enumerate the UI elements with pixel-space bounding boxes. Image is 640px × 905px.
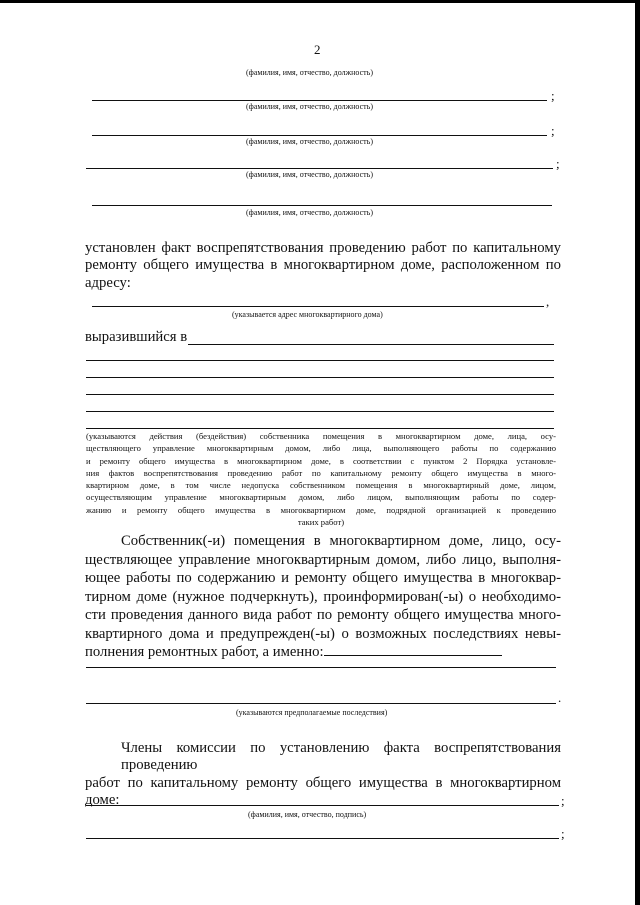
caption-fio-position: (фамилия, имя, отчество, должность) [246,102,373,111]
text-line-content: полнения ремонтных работ, а именно: [85,644,324,660]
note-line: жанию и ремонту общего имущества в многоквартирном доме, подрядной организацией к проведению [86,504,556,515]
semicolon: ; [551,88,555,103]
fill-line [92,100,547,101]
caption-fio-position: (фамилия, имя, отчество, должность) [246,137,373,146]
page-number: 2 [314,42,321,57]
fill-line [86,394,554,395]
signature-fill-line [86,805,559,806]
note-line: ществляющего управление многоквартирным домом, либо лица, выполняющего работы по содержанию [86,443,556,454]
members-paragraph [85,740,561,810]
scan-top-edge [0,0,640,6]
comma: , [546,294,550,309]
fill-line [86,411,554,412]
fill-line [92,135,547,136]
text-line: установлен факт воспрепятствования проведению работ по капитальному [85,240,561,256]
fill-line [86,667,556,668]
note-line: квартирном доме, в том числе недопуска собственником помещения в многоквартирный доме, лицом, [86,480,556,491]
actions-note [86,430,556,528]
caption-fio-position: (фамилия, имя, отчество, должность) [246,170,373,179]
caption-fio-signature: (фамилия, имя, отчество, подпись) [248,810,367,819]
note-line: и ремонту общего имущества в многоквартирном доме, в соответствии с пунктом 2 Порядка установле- [86,455,556,466]
text-line: доме: [85,792,120,809]
semicolon: ; [556,156,560,171]
fill-line [86,360,554,361]
note-line: ния фактов воспрепятствования проведению работ по капитальному ремонту общего имущества в много- [86,467,556,478]
text-line: тирном доме (нужное подчеркнуть), проинформирован(-ы) о необходимо- [85,588,561,605]
note-line: (указываются действия (бездействия) собственника помещения в многоквартирном доме, лица, осу- [86,431,556,441]
signature-fill-line [86,838,559,839]
fill-line [188,344,554,345]
semicolon: ; [561,826,565,841]
semicolon: ; [551,123,555,138]
fill-line [86,168,553,169]
note-line: таких работ) [297,517,345,528]
caption-fio-position: (фамилия, имя, отчество, должность) [246,208,373,217]
fill-line [86,428,554,429]
text-line: ремонту общего имущества в многоквартирном доме, расположенном по [85,257,561,274]
caption-fio-position: (фамилия, имя, отчество, должность) [246,68,373,77]
fill-line [324,655,502,656]
text-line: сти проведения данного вида работ по ремонту общего имущества много- [85,607,561,623]
text-line: Собственник(-и) помещения в многоквартирном доме, лицо, осу- [121,533,561,549]
caption-address: (указывается адрес многоквартирного дома) [232,310,383,319]
note-line: осуществляющим управление многоквартирным домом, либо лицом, выполняющим работы по содер- [86,492,556,503]
semicolon: ; [561,793,565,808]
fill-line [86,377,554,378]
text-line [85,643,561,662]
fill-line [92,205,552,206]
text-line: ющее работы по содержанию и ремонту общего имущества в многоквар- [85,570,561,586]
period: . [558,690,562,705]
scan-right-edge [635,0,640,905]
text-line: работ по капитальному ремонту общего имущества в многоквартирном [85,774,561,791]
text-line: квартирного дома и предупрежден(-ы) о возможных последствиях невы- [85,625,561,642]
fact-paragraph [85,240,561,292]
text-line: ществляющее управление многоквартирным домом, либо лицо, выполня- [85,551,561,568]
fill-line [86,703,556,704]
owner-paragraph [85,532,561,662]
text-line: адресу: [85,274,131,291]
text-line: Члены комиссии по установлению факта воспрепятствования проведению [121,740,561,774]
address-fill-line [92,306,544,307]
expressed-label: выразившийся в [85,329,188,345]
caption-consequences: (указываются предполагаемые последствия) [236,708,388,717]
